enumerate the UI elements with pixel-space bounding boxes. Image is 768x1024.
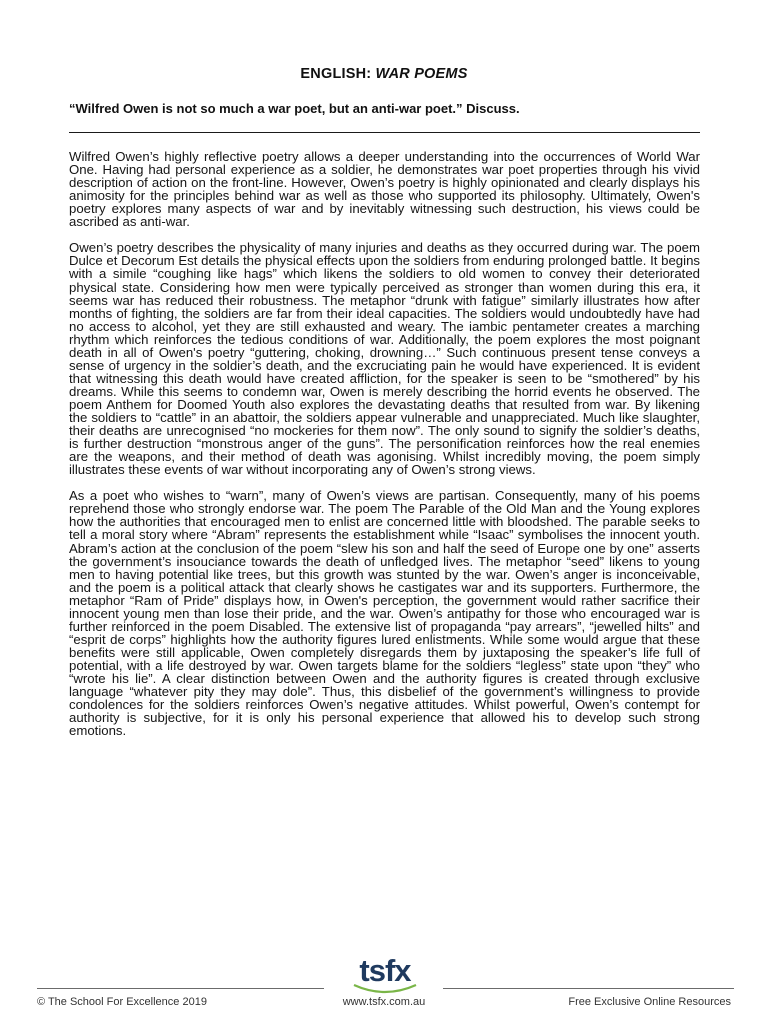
paragraph-2: Owen’s poetry describes the physicality of many injuries and deaths as they occurred during war. The poem Dulce et Decorum Est details the physical effects upon the soldiers from enduring prolonged battle. It begins with a simile “coughing like hags” which likens the soldiers to old women to convey their deteriorated physical state. Considering how men were typically perceived as stronger than women during this era, it seems war has reduced their robustness. The metaphor “drunk with fatigue” similarly illustrates how after months of fighting, the soldiers are far from their ideal capacities. The soldiers would undoubtedly have had no access to alcohol, yet they are still exhausted and weary. The iambic pentameter creates a marching rhythm which reinforces the tedious conditions of war. Additionally, the poem explores the most poignant death in all of Owen's poetry “guttering, choking, drowning…” Such continuous present tense conveys a sense of urgency in the soldier’s death, and the excruciating pain he would have experienced. It is evident that witnessing this death would have created affliction, for the speaker is seen to be “smothered” by his dreams. While this seems to condemn war, Owen is merely describing the horrid events he observed. The poem Anthem for Doomed Youth also explores the devastating deaths that resulted from war. By likening the soldiers to “cattle” in an abattoir, the soldiers appear vulnerable and unappreciated. Much like slaughter, their deaths are unrecognised “no mockeries for them now”. The only sound to signify the soldier’s deaths, is further destruction “monstrous anger of the guns”. The personification reinforces how the real enemies are the weapons, and their method of death was agonising. Whilst incredibly moving, the poem simply illustrates these events of war without incorporating any of Owen’s strong views. [69,240,700,478]
footer-copyright: © The School For Excellence 2019 [37,996,207,1008]
paragraph-1: Wilfred Owen’s highly reflective poetry allows a deeper understanding into the occurrences of World War One. Having had personal experience as a soldier, he demonstrates war poet properties through his vivid description of action on the front-line. However, Owen’s poetry is highly opinionated and clearly displays his animosity for the principles behind war as well as those who supported its philosophy. Ultimately, Owen's poetry explores many aspects of war and by inevitably witnessing such destruction, his views could be ascribed as anti-war. [69,149,700,230]
footer-resources: Free Exclusive Online Resources [568,996,731,1008]
paragraph-3: As a poet who wishes to “warn”, many of Owen’s views are partisan. Consequently, many of his poems reprehend those who strongly endorse war. The poem The Parable of the Old Man and the Young explores how the authorities that encouraged men to enlist are concerned little with bloodshed. The parable seeks to tell a moral story where “Abram” represents the establishment while “Isaac” symbolises the innocent youth. Abram’s action at the conclusion of the poem “slew his son and half the seed of Europe one by one” asserts the government’s insouciance towards the death of unfledged lives. The metaphor “seed” likens to young men to having potential like trees, but this growth was stunted by the war. Owen’s anger is inconceivable, and the poem is a political attack that clearly shows he castigates war and its supporters. Furthermore, the metaphor “Ram of Pride” displays how, in Owen's perception, the government would rather sacrifice their innocent young men than lose their pride, and the war. Owen’s antipathy for those who encouraged war is further reinforced in the poem Disabled. The extensive list of propaganda “pay arrears”, “jewelled hilts” and “esprit de corps” highlights how the authority figures lured enlistments. While some would argue that these benefits were still applicable, Owen completely disregards them by juxtaposing the speaker’s life full of potential, with a life destroyed by war. Owen targets blame for the soldiers “legless” state upon “they” who “wrote his lie”. A clear distinction between Owen and the authority figures is created through exclusive language “whatever pity they may dole”. Thus, this disbelief of the government’s willingness to provide condolences for the soldiers reinforces Owen’s negative attitudes. Whilst powerful, Owen’s contempt for authority is subjective, for it is only his personal experience that allowed his to develop such strong emotions. [69,488,700,739]
tsfx-logo [340,953,430,995]
essay-question: “Wilfred Owen is not so much a war poet, but an anti-war poet.” Discuss. [69,101,520,116]
logo-text: tsfx [359,953,411,988]
essay-body [69,150,700,750]
title-emphasis: WAR POEMS [375,66,468,82]
divider [69,132,700,133]
footer-url[interactable]: www.tsfx.com.au [342,996,426,1008]
page-title [0,66,768,82]
title-prefix: ENGLISH: [300,66,376,82]
footer-divider-left [37,988,324,989]
footer-divider-right [443,988,734,989]
